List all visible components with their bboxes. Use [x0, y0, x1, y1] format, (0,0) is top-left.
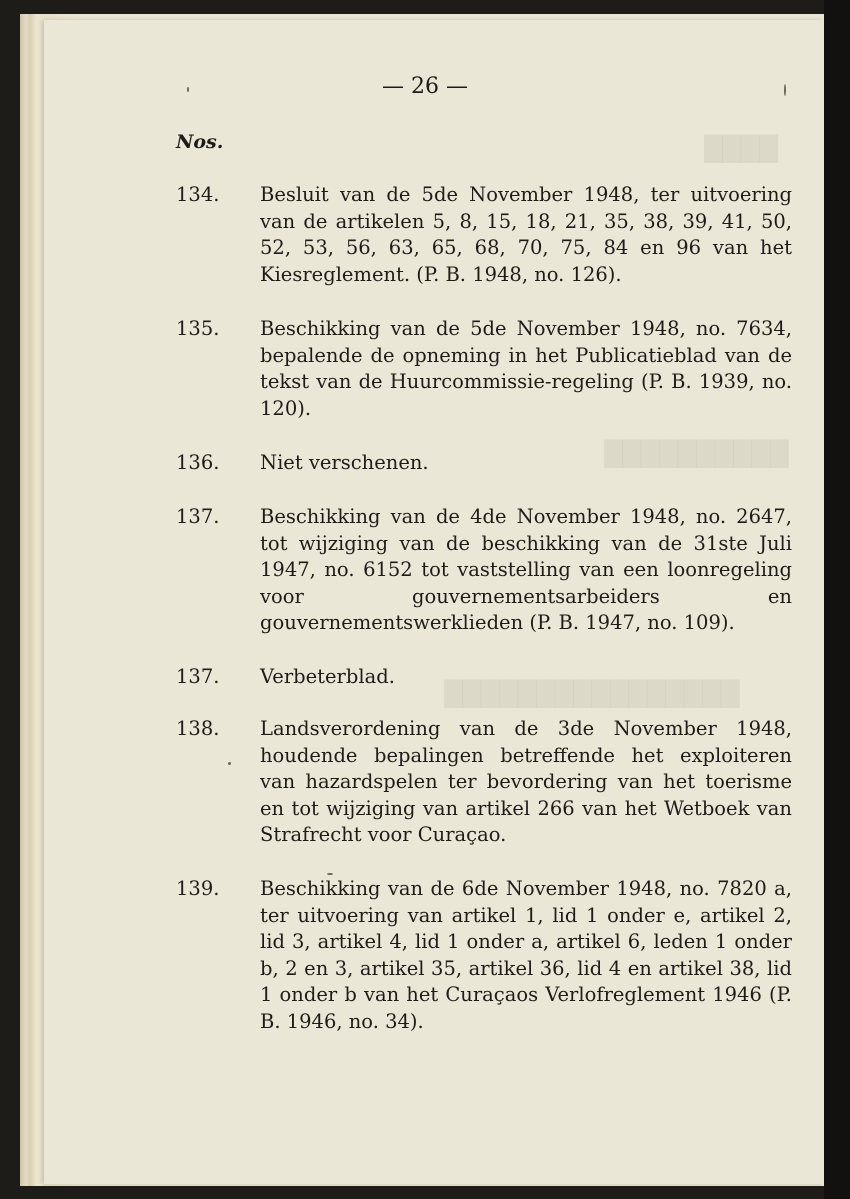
- entry: [176, 450, 792, 477]
- entry: [176, 316, 792, 422]
- entry-number: 136.: [176, 451, 220, 474]
- bleed-through: ████: [704, 135, 778, 163]
- page-number: — 26 —: [382, 74, 468, 99]
- entry-text: Landsverordening van de 3de November 1948, houdende bepalingen betreffende het exploiteren van hazardspelen ter bevordering van het toerisme en tot wijziging van artikel 266 van het Wetboek van Strafrecht voor Curaçao.: [260, 717, 792, 846]
- entry-text: Beschikking van de 4de November 1948, no. 2647, tot wijziging van de beschikking van de 31ste Juli 1947, no. 6152 tot vaststelling van een loonregeling voor gouvernementsarbeiders en gouvernementswerklieden (P. B. 1947, no. 109).: [260, 505, 792, 634]
- bleed-through: ██████████: [604, 440, 789, 468]
- entry: [176, 664, 792, 691]
- entry: [176, 504, 792, 637]
- entry-text: Beschikking van de 5de November 1948, no. 7634, bepalende de opneming in het Publicatieblad van de tekst van de Huurcommissie-regeling (P. B. 1939, no. 120).: [260, 317, 792, 420]
- entry-number: 134.: [176, 183, 220, 206]
- scan-speck: [327, 873, 333, 875]
- entry-number: 139.: [176, 877, 220, 900]
- entry-number: 137.: [176, 505, 220, 528]
- entry-number: 138.: [176, 717, 220, 740]
- entry-number: 135.: [176, 317, 220, 340]
- entry-text: Besluit van de 5de November 1948, ter uitvoering van de artikelen 5, 8, 15, 18, 21, 35, 38, 39, 41, 50, 52, 53, 56, 63, 65, 68, 70, 75, 84 en 96 van het Kiesreglement. (P. B. 1948, no. 126).: [260, 183, 792, 286]
- entry: [176, 876, 792, 1035]
- entry: [176, 716, 792, 849]
- entry-text: Niet verschenen.: [260, 451, 429, 474]
- bleed-through: ████████████████: [444, 680, 740, 708]
- entry-text: Beschikking van de 6de November 1948, no. 7820 a, ter uitvoering van artikel 1, lid 1 onder e, artikel 2, lid 3, artikel 4, lid 1 onder a, artikel 6, leden 1 onder b, 2 en 3, artikel 35, artikel 36, lid 4 en artikel 38, lid 1 onder b van het Curaçaos Verlofreglement 1946 (P. B. 1946, no. 34).: [260, 877, 792, 1033]
- column-header-nos: Nos.: [176, 131, 224, 153]
- entry: [176, 182, 792, 288]
- entry-number: 137.: [176, 665, 220, 688]
- scan-border: [824, 0, 850, 1199]
- entry-text: Verbeterblad.: [260, 665, 395, 688]
